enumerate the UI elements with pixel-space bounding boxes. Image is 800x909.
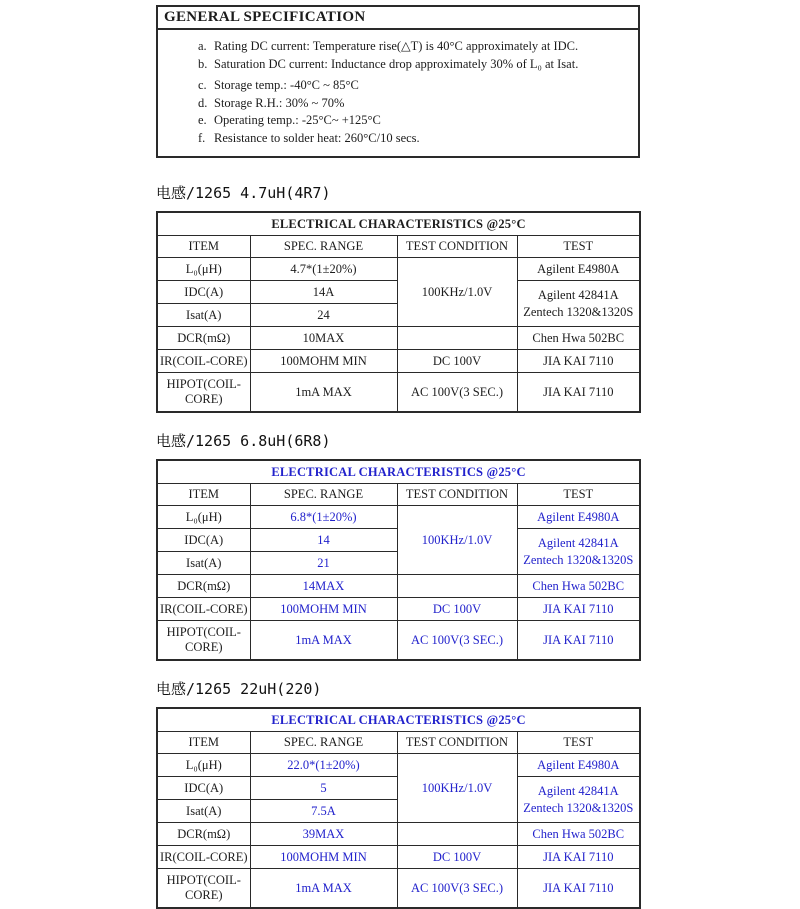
spec-cell: 14A [250,281,397,304]
item-cell: IR(COIL-CORE) [157,846,250,869]
item-letter: a. [198,39,207,53]
column-header-test: TEST [517,484,640,506]
table-title: ELECTRICAL CHARACTERISTICS @25°C [157,460,640,484]
item-cell: IDC(A) [157,529,250,552]
item-cell: DCR(mΩ) [157,575,250,598]
item-letter: e. [198,113,207,127]
item-cell: IDC(A) [157,777,250,800]
spec-cell: 6.8*(1±20%) [250,506,397,529]
test-condition-cell: DC 100V [397,350,517,373]
column-header-test-condition: TEST CONDITION [397,732,517,754]
test-cell: Agilent E4980A [517,506,640,529]
item-text: Storage R.H.: 30% ~ 70% [214,95,345,110]
spec-cell: 22.0*(1±20%) [250,754,397,777]
column-header-row [157,732,640,754]
column-header-item: ITEM [157,236,250,258]
column-header-spec-range: SPEC. RANGE [250,732,397,754]
column-header-item: ITEM [157,732,250,754]
item-cell: IDC(A) [157,281,250,304]
table-row [157,575,640,598]
item-text: Resistance to solder heat: 260°C/10 secs. [214,130,420,145]
spec-item-c [198,79,630,93]
column-header-row [157,484,640,506]
test-condition-cell-empty [397,823,517,846]
test-condition-cell-empty [397,327,517,350]
test-cell: JIA KAI 7110 [517,846,640,869]
section-title: 电感/1265 4.7uH(4R7) [156,184,331,202]
item-cell: L₀(μH) [157,506,250,529]
spec-cell: 5 [250,777,397,800]
item-letter: d. [198,95,208,110]
product-section-220 [156,678,640,909]
table-title: ELECTRICAL CHARACTERISTICS @25°C [157,708,640,732]
test-cell: JIA KAI 7110 [517,621,640,661]
test-cell: JIA KAI 7110 [517,598,640,621]
test-condition-cell: 100KHz/1.0V [397,506,517,575]
item-cell: Isat(A) [157,552,250,575]
electrical-characteristics-table [156,707,641,909]
item-cell: DCR(mΩ) [157,823,250,846]
product-section-6r8 [156,430,640,661]
table-row [157,258,640,281]
table-row [157,598,640,621]
test-cell [517,529,640,575]
spec-cell: 24 [250,304,397,327]
section-title: 电感/1265 22uH(220) [156,680,322,698]
item-cell: DCR(mΩ) [157,327,250,350]
spec-cell: 1mA MAX [250,621,397,661]
test-cell: Chen Hwa 502BC [517,823,640,846]
spec-cell: 39MAX [250,823,397,846]
spec-item-b [198,58,630,72]
test-cell: JIA KAI 7110 [517,373,640,413]
item-cell: Isat(A) [157,304,250,327]
test-equipment: Zentech 1320&1320S [523,800,634,815]
column-header-spec-range: SPEC. RANGE [250,236,397,258]
item-text: Operating temp.: -25°C~ +125°C [214,113,381,127]
table-header-row [157,708,640,732]
column-header-item: ITEM [157,484,250,506]
test-equipment: Agilent 42841A [537,784,619,799]
item-cell: HIPOT(COIL-CORE) [157,373,250,413]
column-header-test-condition: TEST CONDITION [397,484,517,506]
spec-cell: 14MAX [250,575,397,598]
table-row [157,869,640,909]
item-text: Saturation DC current: Inductance drop approximately 30% of L₀ at Isat. [214,56,579,71]
table-header-row [157,460,640,484]
spec-cell: 4.7*(1±20%) [250,258,397,281]
test-cell: JIA KAI 7110 [517,350,640,373]
spec-item-e [198,114,630,128]
table-row [157,506,640,529]
general-specification-list [158,30,638,156]
test-cell [517,281,640,327]
item-cell: L₀(μH) [157,754,250,777]
test-cell: JIA KAI 7110 [517,869,640,909]
test-condition-cell-empty [397,575,517,598]
item-letter: b. [198,56,208,71]
table-row [157,373,640,413]
spec-cell: 100MOHM MIN [250,598,397,621]
spec-cell: 21 [250,552,397,575]
test-equipment: Agilent 42841A [537,288,619,303]
test-condition-cell: AC 100V(3 SEC.) [397,869,517,909]
item-cell: L₀(μH) [157,258,250,281]
test-equipment: Agilent 42841A [537,536,619,551]
item-cell: HIPOT(COIL-CORE) [157,869,250,909]
spec-cell: 1mA MAX [250,869,397,909]
section-title: 电感/1265 6.8uH(6R8) [156,432,331,450]
table-row [157,621,640,661]
item-cell: HIPOT(COIL-CORE) [157,621,250,661]
spec-cell: 100MOHM MIN [250,350,397,373]
table-row [157,823,640,846]
general-specification-box [156,5,640,158]
item-cell: IR(COIL-CORE) [157,350,250,373]
test-condition-cell: 100KHz/1.0V [397,258,517,327]
test-condition-cell: AC 100V(3 SEC.) [397,373,517,413]
spec-item-d [198,97,630,111]
product-section-4r7 [156,182,640,413]
test-condition-cell: 100KHz/1.0V [397,754,517,823]
test-equipment: Zentech 1320&1320S [523,552,634,567]
table-title: ELECTRICAL CHARACTERISTICS @25°C [157,212,640,236]
item-letter: c. [198,78,207,92]
general-specification-title: GENERAL SPECIFICATION [158,7,638,30]
test-equipment: Zentech 1320&1320S [523,304,634,319]
test-cell: Agilent E4980A [517,754,640,777]
test-cell: Chen Hwa 502BC [517,327,640,350]
spec-item-a [198,40,630,54]
spec-cell: 1mA MAX [250,373,397,413]
item-letter: f. [198,130,206,145]
table-row [157,327,640,350]
spec-cell: 100MOHM MIN [250,846,397,869]
spec-cell: 10MAX [250,327,397,350]
test-cell: Agilent E4980A [517,258,640,281]
spec-item-f [198,132,630,146]
electrical-characteristics-table [156,211,641,413]
column-header-test: TEST [517,236,640,258]
column-header-row [157,236,640,258]
item-cell: IR(COIL-CORE) [157,598,250,621]
spec-cell: 7.5A [250,800,397,823]
item-text: Rating DC current: Temperature rise(△T) is 40°C approximately at IDC. [214,39,579,53]
table-header-row [157,212,640,236]
table-row [157,754,640,777]
column-header-test: TEST [517,732,640,754]
item-cell: Isat(A) [157,800,250,823]
electrical-characteristics-table [156,459,641,661]
test-cell: Chen Hwa 502BC [517,575,640,598]
spec-cell: 14 [250,529,397,552]
column-header-spec-range: SPEC. RANGE [250,484,397,506]
datasheet-page [156,5,640,909]
test-condition-cell: DC 100V [397,846,517,869]
test-condition-cell: AC 100V(3 SEC.) [397,621,517,661]
column-header-test-condition: TEST CONDITION [397,236,517,258]
test-condition-cell: DC 100V [397,598,517,621]
item-text: Storage temp.: -40°C ~ 85°C [214,78,359,92]
table-row [157,846,640,869]
table-row [157,350,640,373]
